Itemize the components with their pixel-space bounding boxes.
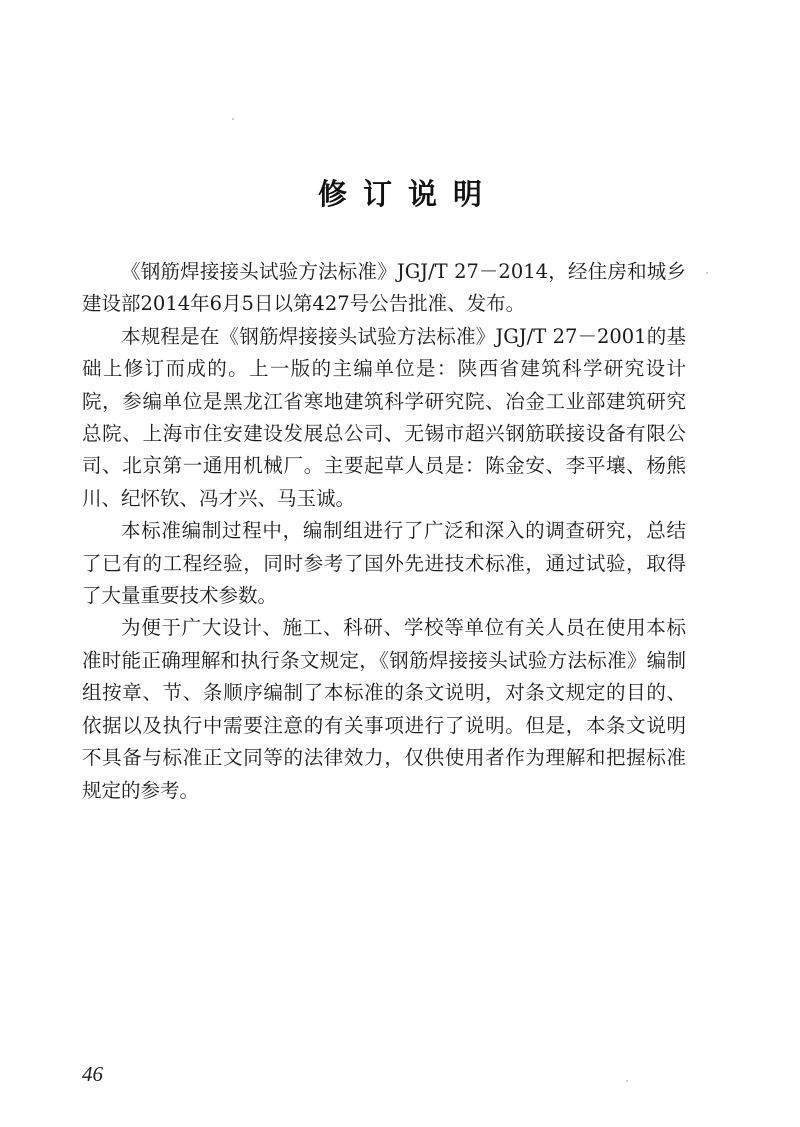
paragraph-revision-basis: 本规程是在《钢筋焊接接头试验方法标准》JGJ/T 27－2001的基础上修订而成的。上一版的主编单位是：陕西省建筑科学研究设计院，参编单位是黑龙江省寒地建筑科学研究院、冶金工业部建筑研究总院、上海市住安建设发展总公司、无锡市超兴钢筋联接设备有限公司、北京第一通用机械厂。主要起草人员是：陈金安、李平壤、杨熊川、纪怀钦、冯才兴、马玉诚。 (82, 324, 686, 510)
scan-speck (706, 272, 708, 274)
document-body (82, 256, 686, 807)
page-title: 修订说明 (317, 177, 498, 211)
scan-speck (626, 1080, 628, 1082)
page-number: 46 (82, 1062, 103, 1086)
scan-speck (232, 118, 234, 120)
paragraph-research: 本标准编制过程中，编制组进行了广泛和深入的调查研究，总结了已有的工程经验，同时参考了国外先进技术标准，通过试验，取得了大量重要技术参数。 (82, 519, 686, 608)
paragraph-approval: 《钢筋焊接接头试验方法标准》JGJ/T 27－2014，经住房和城乡建设部2014年6月5日以第427号公告批准、发布。 (82, 260, 686, 316)
paragraph-explanation-purpose: 为便于广大设计、施工、科研、学校等单位有关人员在使用本标准时能正确理解和执行条文规定，《钢筋焊接接头试验方法标准》编制组按章、节、条顺序编制了本标准的条文说明，对条文规定的目的、依据以及执行中需要注意的有关事项进行了说明。但是，本条文说明不具备与标准正文同等的法律效力，仅供使用者作为理解和把握标准规定的参考。 (82, 616, 686, 802)
